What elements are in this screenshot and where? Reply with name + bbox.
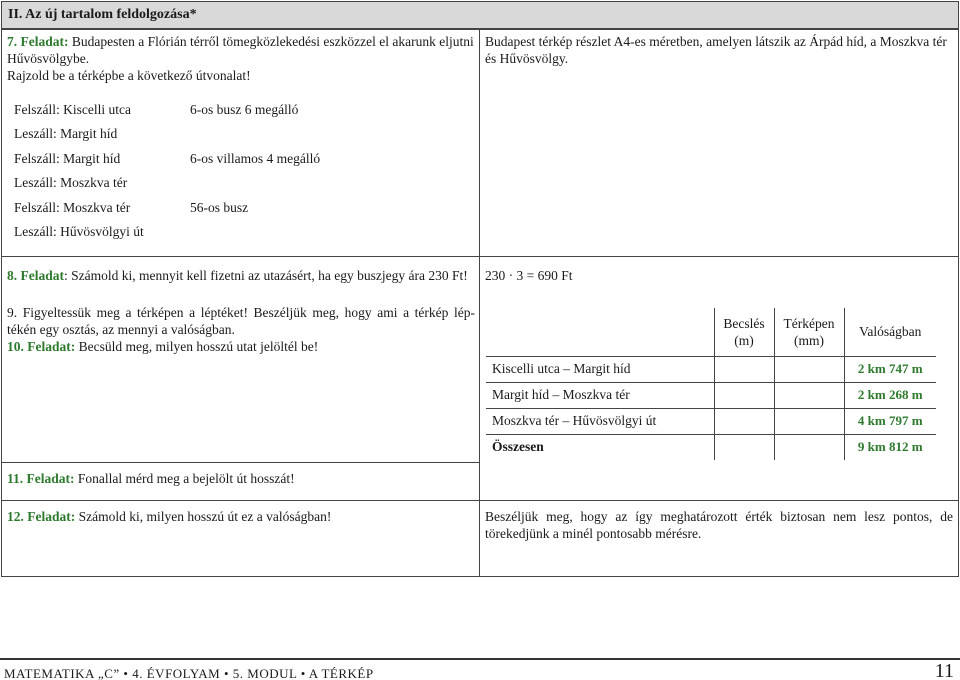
table-header-cell <box>486 308 714 356</box>
route-stop: Leszáll: Hűvösvölgyi út <box>14 224 144 239</box>
page-footer <box>0 658 960 680</box>
table-header-cell: Térképen (mm) <box>774 308 844 356</box>
task11-text: 11. Feladat: Fonallal mérd meg a bejelölt út hosszát! <box>7 471 295 486</box>
estimate-table <box>486 308 936 460</box>
task12-note: Beszéljük meg, hogy az így meghatározott érték biztosan nem lesz pontos, de törekedjünk a minél pontosabb mérésre. <box>485 509 953 541</box>
map-mm-cell <box>774 408 844 434</box>
column-divider <box>479 29 480 577</box>
table-row <box>486 356 936 382</box>
table-header-row <box>486 308 936 356</box>
estimate-cell <box>714 408 774 434</box>
row-divider-2 <box>1 462 480 463</box>
segment-label: Kiscelli utca – Margit híd <box>486 356 714 382</box>
row-divider-1 <box>1 256 959 257</box>
route-vehicle: 56-os busz <box>190 200 249 215</box>
map-mm-cell <box>774 356 844 382</box>
route-vehicle: 6-os busz 6 megálló <box>190 102 299 117</box>
segment-label: Összesen <box>486 434 714 460</box>
map-mm-cell <box>774 434 844 460</box>
map-mm-cell <box>774 382 844 408</box>
row-divider-3 <box>1 500 959 501</box>
task12-text: 12. Feladat: Számold ki, milyen hosszú út ez a valóságban! <box>7 509 332 524</box>
table-row <box>486 382 936 408</box>
task9-text: 9. Figyeltessük meg a térképen a léptéket! Beszéljük meg, hogy ami a térkép lép- tékén egy osztás, az mennyi a valóságban. <box>7 305 475 337</box>
map-note: Budapest térkép részlet A4-es méretben, amelyen látszik az Árpád híd, a Moszkva tér és Hűvösvölgy. <box>485 34 947 66</box>
page-number: 11 <box>934 660 954 680</box>
real-distance-cell: 2 km 747 m <box>844 356 936 382</box>
real-distance-cell: 4 km 797 m <box>844 408 936 434</box>
estimate-cell <box>714 356 774 382</box>
route-stop: Felszáll: Margit híd <box>14 151 121 166</box>
table-header-cell: Becslés (m) <box>714 308 774 356</box>
route-stop: Felszáll: Moszkva tér <box>14 200 131 215</box>
task7-text: 7. Feladat: Budapesten a Flórián térről tömegközlekedési eszközzel el akarunk eljutni Hűvösvölgybe. Rajzold be a térképbe a következő útvonalat! <box>7 34 474 83</box>
segment-label: Margit híd – Moszkva tér <box>486 382 714 408</box>
real-distance-cell: 9 km 812 m <box>844 434 936 460</box>
task10-text: 10. Feladat: Becsüld meg, milyen hosszú utat jelöltél be! <box>7 339 319 354</box>
route-stop: Leszáll: Margit híd <box>14 126 118 141</box>
route-stop: Felszáll: Kiscelli utca <box>14 102 131 117</box>
section-title: II. Az új tartalom feldolgozása* <box>1 1 959 29</box>
task8-answer: 230 · 3 = 690 Ft <box>485 268 573 283</box>
table-row <box>486 408 936 434</box>
content-frame <box>1 29 959 577</box>
route-stop: Leszáll: Moszkva tér <box>14 175 128 190</box>
table-header-cell: Valóságban <box>859 324 922 340</box>
estimate-cell <box>714 434 774 460</box>
footer-title: MATEMATIKA „C” • 4. ÉVFOLYAM • 5. MODUL • A TÉRKÉP <box>4 666 374 680</box>
task8-text: 8. Feladat: Számold ki, mennyit kell fizetni az utazásért, ha egy buszjegy ára 230 Ft! <box>7 268 468 283</box>
estimate-cell <box>714 382 774 408</box>
route-vehicle: 6-os villamos 4 megálló <box>190 151 321 166</box>
table-row <box>486 434 936 460</box>
real-distance-cell: 2 km 268 m <box>844 382 936 408</box>
segment-label: Moszkva tér – Hűvösvölgyi út <box>486 408 714 434</box>
